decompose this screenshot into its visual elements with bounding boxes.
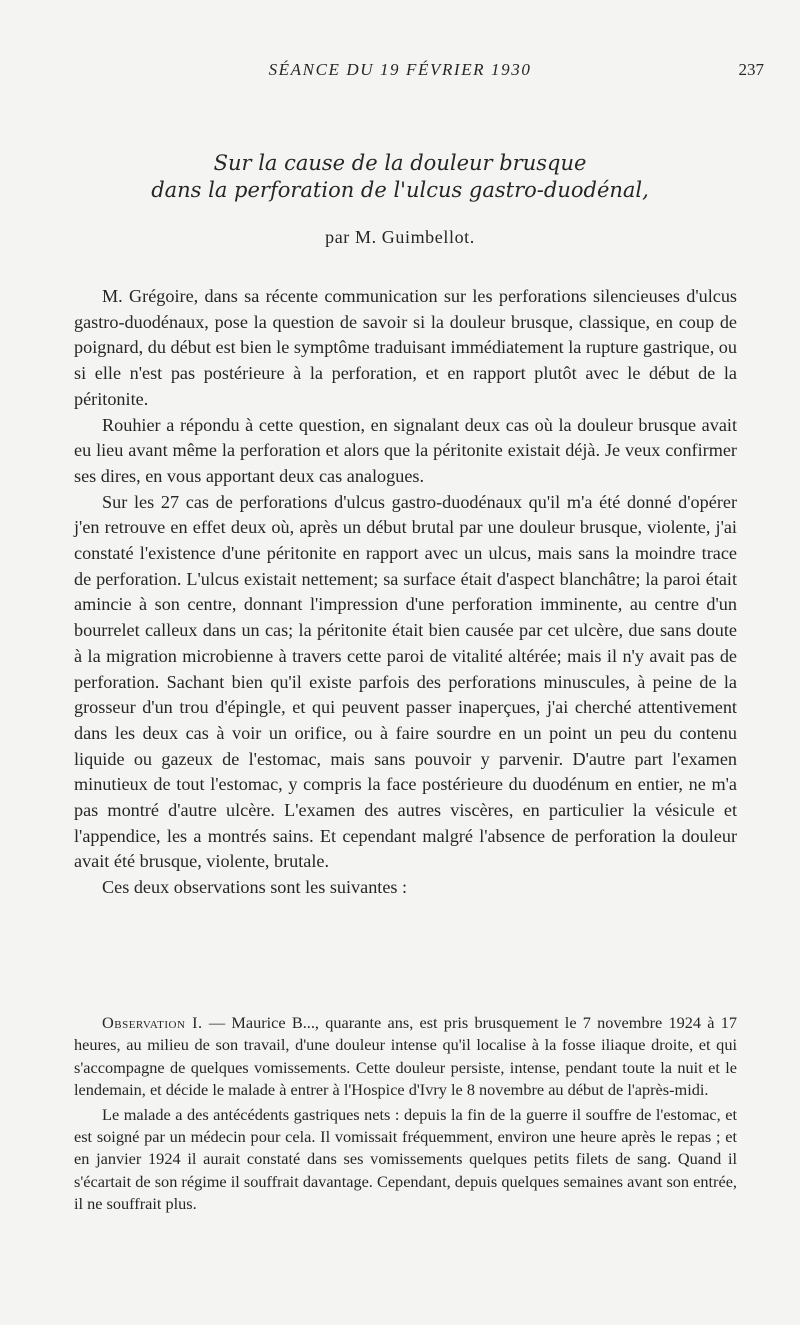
article-title-line-2: dans la perforation de l'ulcus gastro-duodénal,	[151, 178, 649, 202]
paragraph: Rouhier a répondu à cette question, en signalant deux cas où la douleur brusque avait eu lieu avant même la perforation et alors que la péritonite existait déjà. Je veux confirmer ses dires, en vous apportant deux cas analogues.	[74, 414, 737, 486]
article-body	[74, 284, 737, 901]
observation-paragraph	[74, 1012, 737, 1102]
page-number: 237	[738, 60, 764, 79]
observation-paragraph: Le malade a des antécédents gastriques nets : depuis la fin de la guerre il souffre de l'estomac, et est soigné par un médecin pour cela. Il vomissait fréquemment, environ une heure après le repas ; et en janvier 1924 il aurait constaté dans ses vomissements quelques petits filets de sang. Quand il s'écartait de son régime il souffrait davantage. Cependant, depuis quelques semaines avant son entrée, il ne souffrait plus.	[74, 1104, 737, 1214]
paragraph: Ces deux observations sont les suivantes :	[102, 877, 408, 898]
author-byline: par M. Guimbellot.	[325, 227, 475, 247]
article-title-line-1: Sur la cause de la douleur brusque	[213, 151, 587, 175]
observation-label: Observation I.	[102, 1013, 203, 1032]
running-head	[0, 60, 800, 88]
running-head-title: SÉANCE DU 19 FÉVRIER 1930	[268, 60, 532, 79]
paragraph: M. Grégoire, dans sa récente communication sur les perforations silencieuses d'ulcus gastro-duodénaux, pose la question de savoir si la douleur brusque, classique, en coup de poignard, du début est bien le symptôme traduisant immédiatement la rupture gastrique, ou si elle n'est pas postérieure à la perforation, et en rapport plutôt avec le début de la péritonite.	[74, 286, 737, 409]
article-title	[0, 150, 800, 204]
paragraph: Sur les 27 cas de perforations d'ulcus gastro-duodénaux qu'il m'a été donné d'opérer j'en retrouve en effet deux où, après un début brutal par une douleur brusque, violente, j'ai constaté l'existence d'une péritonite en rapport avec un ulcus, mais sans la moindre trace de perforation. L'ulcus existait nettement; sa surface était d'aspect blanchâtre; la paroi était amincie à son centre, donnant l'impression d'une perforation imminente, au centre d'un bourrelet calleux dans un cas; la péritonite était bien causée par cet ulcère, due sans doute à la migration microbienne à travers cette paroi de vitalité altérée; mais il n'y avait pas de perforation. Sachant bien qu'il existe parfois des perforations minuscules, à peine de la grosseur d'un trou d'épingle, et qui peuvent passer inaperçues, j'ai cherché attentivement dans les deux cas à voir un orifice, ou à faire sourdre en un point un peu du contenu liquide ou gazeux de l'estomac, mais sans pouvoir y parvenir. D'autre part l'examen minutieux de tout l'estomac, y compris la face postérieure du duodénum en entier, ne m'a pas montré d'autre ulcère. L'examen des autres viscères, en particulier la vésicule et l'appendice, les a montrés sains. Et cependant malgré l'absence de perforation la douleur avait été brusque, violente, brutale.	[74, 491, 737, 872]
observation-text: — Maurice B..., quarante ans, est pris brusquement le 7 novembre 1924 à 17 heures, au milieu de son travail, d'une douleur intense qu'il localise à la fosse iliaque droite, et qui s'accompagne de quelques vomissements. Cette douleur persiste, intense, pendant toute la nuit et le lendemain, et décide le malade à entrer à l'Hospice d'Ivry le 8 novembre au début de l'après-midi.	[74, 1013, 737, 1100]
observation-section	[74, 1012, 737, 1216]
